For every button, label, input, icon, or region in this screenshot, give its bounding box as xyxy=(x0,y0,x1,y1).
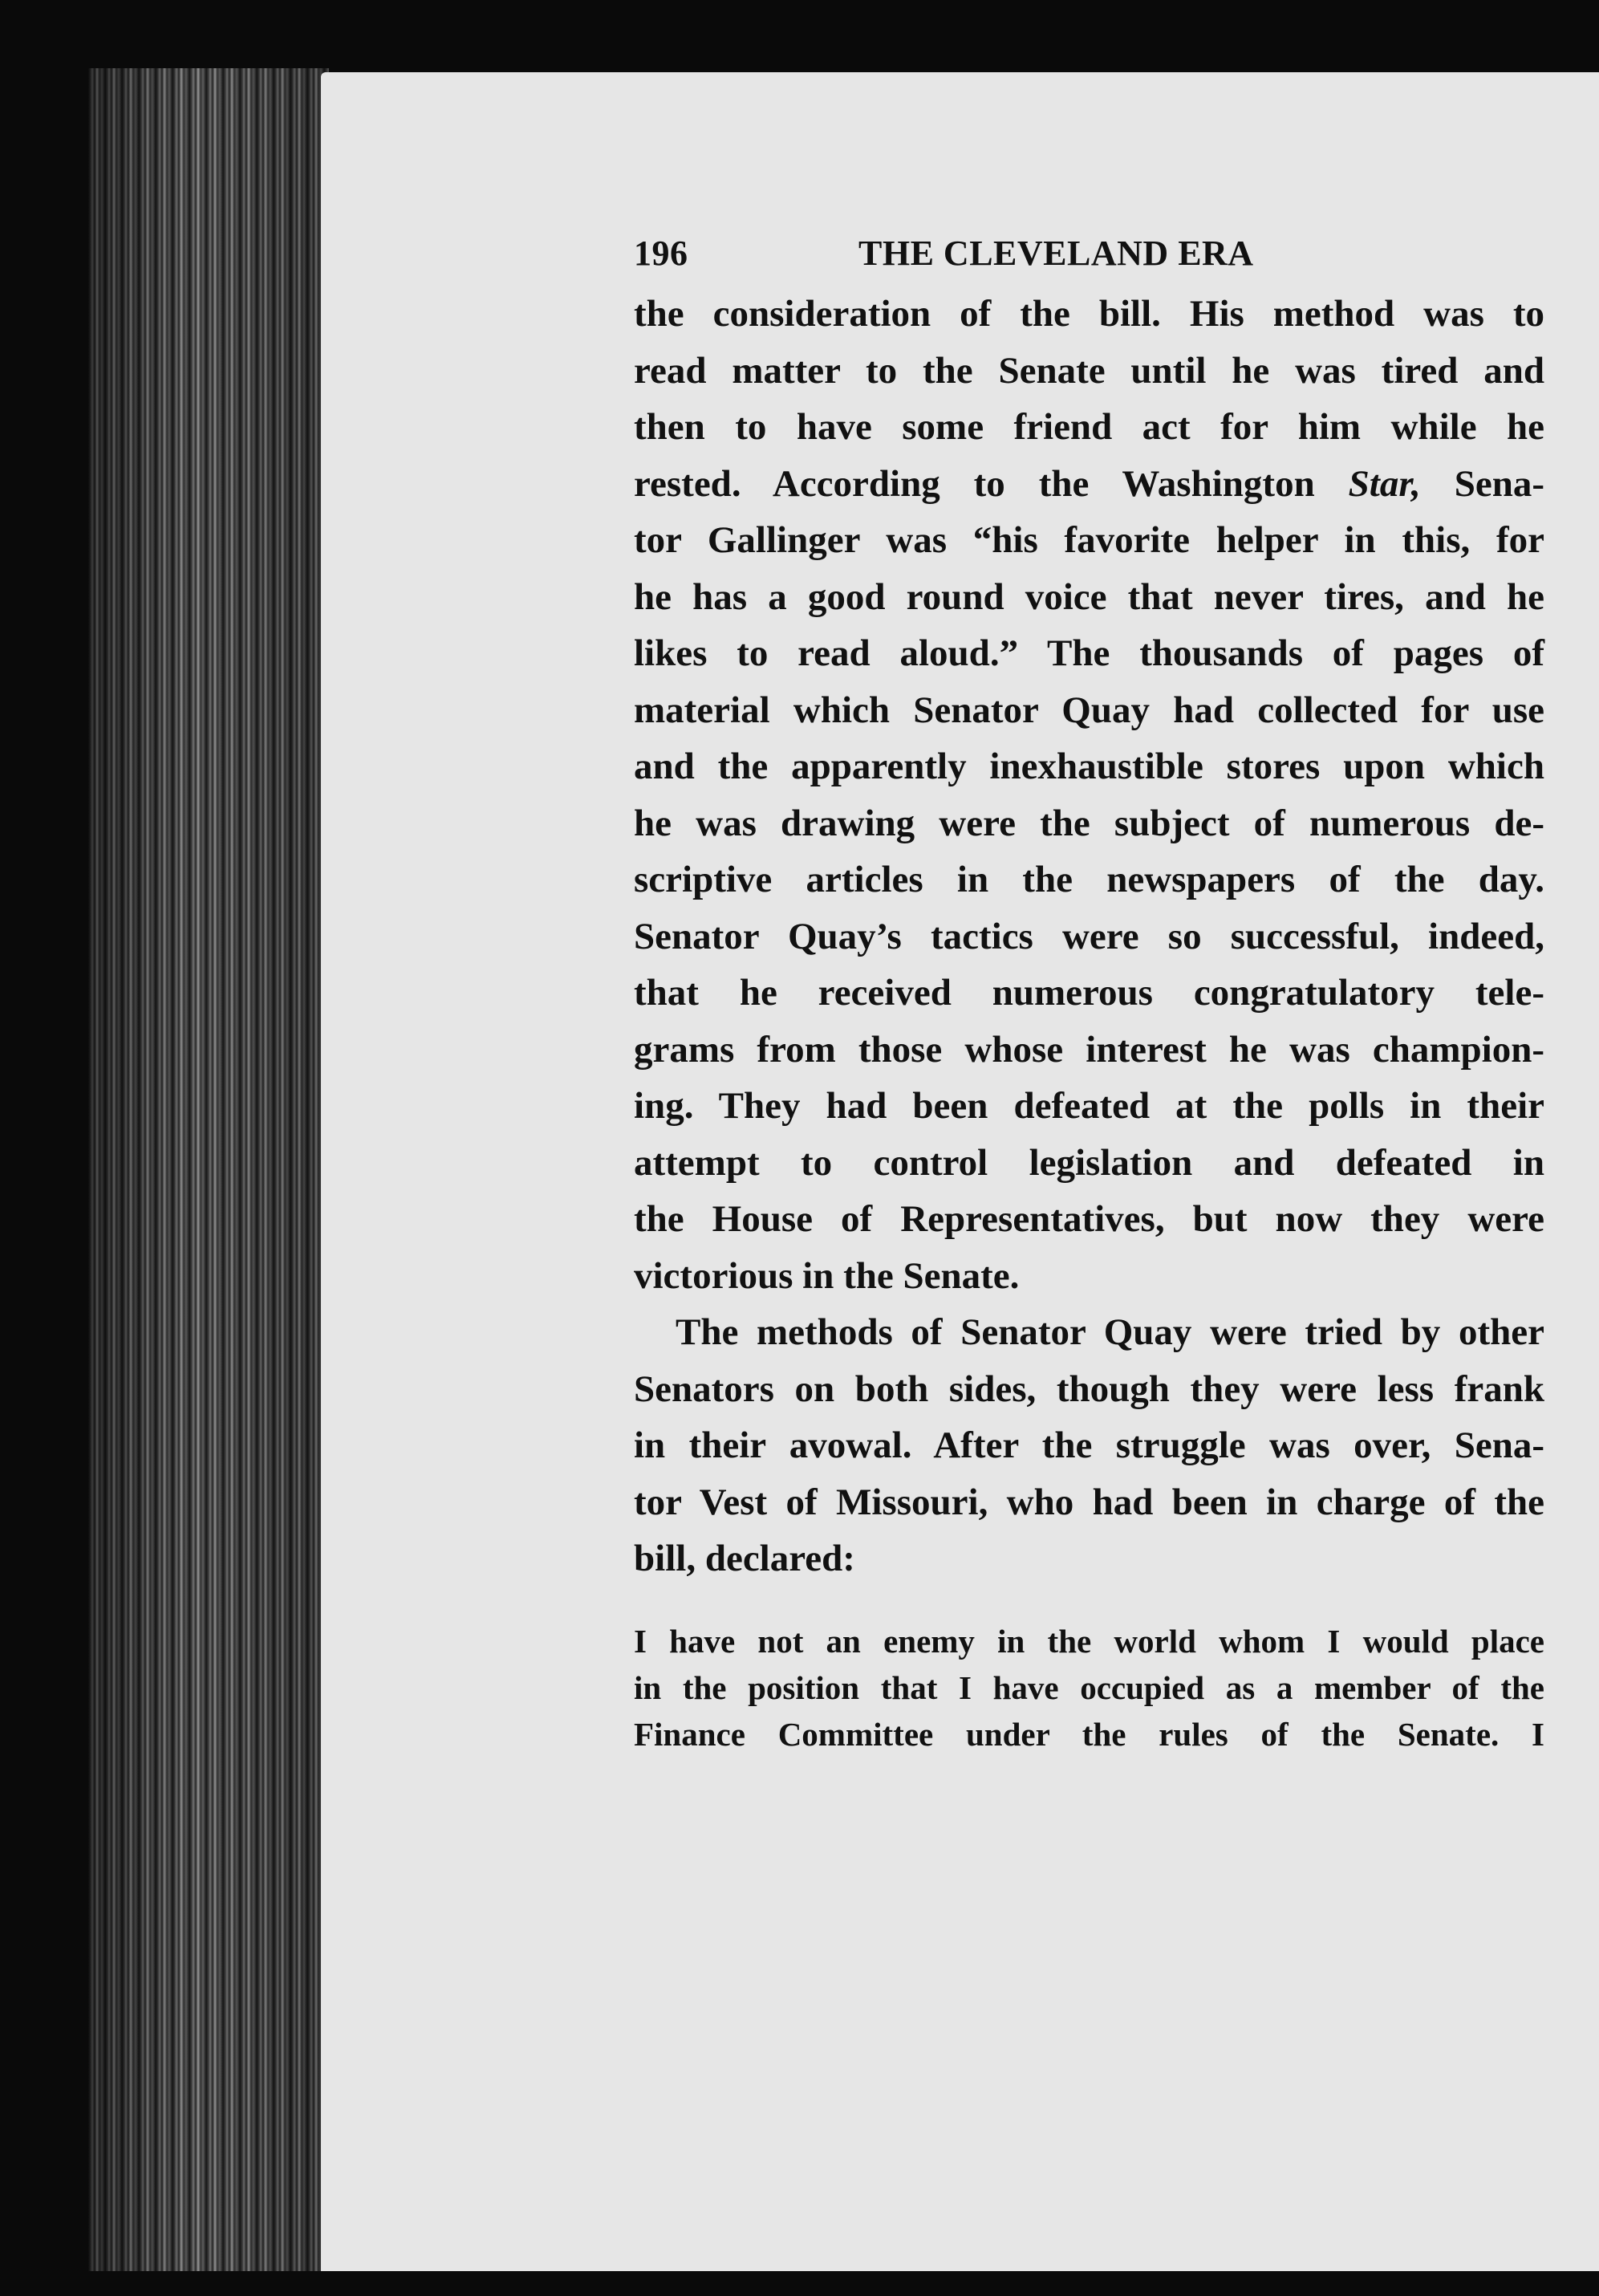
block-quote xyxy=(634,1618,1544,1758)
text-line: rested. According to the Washington Star, Sena- xyxy=(634,462,1544,505)
page-number: 196 xyxy=(634,234,688,273)
paragraph-2 xyxy=(634,1304,1544,1587)
text-line: likes to read aloud.” The thousands of pages of xyxy=(634,632,1544,674)
text-line: that he received numerous congratulatory tele- xyxy=(634,972,1544,1014)
text-line: then to have some friend act for him while he xyxy=(634,406,1544,448)
text-line: attempt to control legislation and defeated in xyxy=(634,1141,1544,1184)
running-title: THE CLEVELAND ERA xyxy=(858,234,1254,273)
book-page-edges xyxy=(88,68,329,2271)
text-line: ing. They had been defeated at the polls in their xyxy=(634,1085,1544,1127)
text-line: material which Senator Quay had collected for use xyxy=(634,689,1544,731)
text-line: tor Vest of Missouri, who had been in charge of the xyxy=(634,1481,1544,1523)
text-line: he has a good round voice that never tires, and he xyxy=(634,575,1544,618)
text-line: and the apparently inexhaustible stores upon which xyxy=(634,746,1544,787)
text-line: the House of Representatives, but now they were xyxy=(634,1198,1544,1240)
text-line: he was drawing were the subject of numerous de- xyxy=(634,802,1544,844)
text-line: The methods of Senator Quay were tried by other xyxy=(676,1311,1544,1353)
text-line: in their avowal. After the struggle was over, Sena- xyxy=(634,1424,1544,1466)
text-line: scriptive articles in the newspapers of the day. xyxy=(634,859,1544,900)
text-line: bill, declared: xyxy=(634,1538,855,1579)
paragraph-1 xyxy=(634,286,1544,1304)
text-line: victorious in the Senate. xyxy=(634,1254,1020,1297)
book-page xyxy=(321,72,1599,2271)
text-line: Senator Quay’s tactics were so successful, indeed, xyxy=(634,915,1544,957)
text-line: I have not an enemy in the world whom I would place xyxy=(634,1622,1544,1660)
page-content xyxy=(634,233,1544,1758)
text-line: the consideration of the bill. His method was to xyxy=(634,293,1544,335)
text-line: Finance Committee under the rules of the Senate. I xyxy=(634,1715,1544,1753)
text-line: grams from those whose interest he was champion- xyxy=(634,1028,1544,1071)
text-line: Senators on both sides, though they were less frank xyxy=(634,1367,1544,1410)
text-line: read matter to the Senate until he was tired and xyxy=(634,349,1544,392)
text-line: tor Gallinger was “his favorite helper in this, for xyxy=(634,519,1544,561)
text-line: in the position that I have occupied as a member of the xyxy=(634,1668,1544,1706)
running-head xyxy=(634,233,1544,289)
